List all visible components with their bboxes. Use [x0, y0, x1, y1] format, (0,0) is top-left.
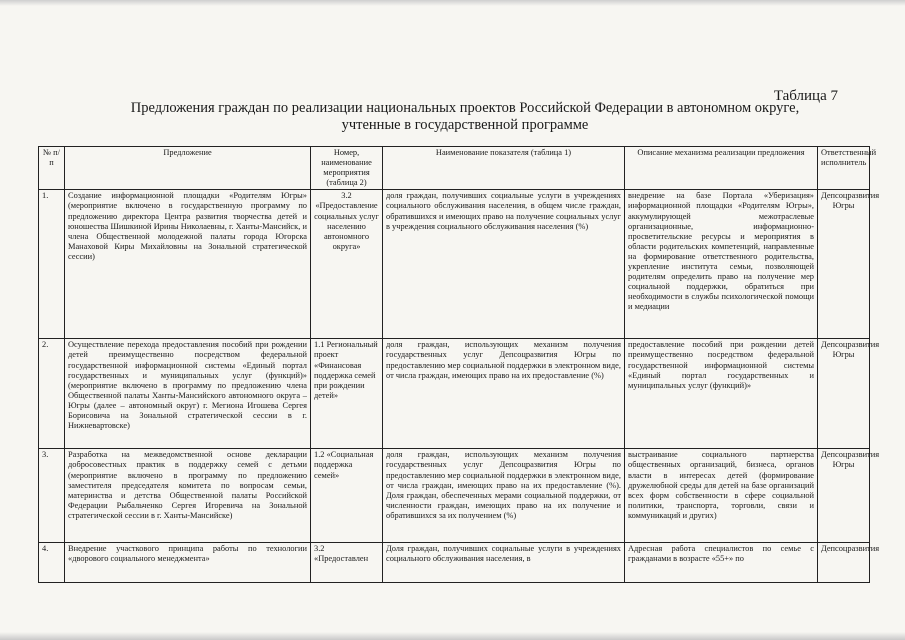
proposal-cell: Осуществление перехода предоставления пособий при рождении детей преимущественно посредством федеральной государственной информационной системы «Единый портал государственных и муниципальных услуг (функций)» (мероприятие включено в программу по предложению члена Общественной палаты Ханты-Мансийского автономного округа – Югры (далее – автономный округ) г. Мегиона Игошева Сергея Борисовича на Зональной стратегической сессии в г. Нижневартовске)	[65, 339, 311, 449]
event-cell: 1.1 Региональный проект «Финансовая поддержка семей при рождении детей»	[311, 339, 383, 449]
row-number: 4.	[39, 543, 65, 583]
event-cell: 3.2 «Предоставлен	[311, 543, 383, 583]
event-cell: 1.2 «Социальная поддержка семей»	[311, 449, 383, 543]
proposal-cell: Внедрение участкового принципа работы по технологии «дворового социального менеджмента»	[65, 543, 311, 583]
mechanism-cell: выстраивание социального партнерства общественных организаций, бизнеса, органов власти в интересах детей (формирование дружелюбной среды для детей на базе организаций всех форм собственности в сфере социальной политики, транспорта, торговли, связи и коммуникаций и других)	[625, 449, 818, 543]
mechanism-cell: внедрение на базе Портала «Уберизация» информационной площадки «Родителям Югры», аккумулирующей межотраслевые организационные, информационно-просветительские ресурсы и мероприятия в области родительских компетенций, направленные на формирование ответственного родительства, укрепление института семьи, позволяющей родителям определить право на получение мер социальной поддержки, обратиться при необходимости в службы психологической помощи и медиации	[625, 190, 818, 339]
document-title	[70, 100, 860, 134]
col-header-number: № п/п	[39, 147, 65, 190]
col-header-executor: Ответственный исполнитель	[818, 147, 870, 190]
row-number: 2.	[39, 339, 65, 449]
col-header-mechanism: Описание механизма реализации предложения	[625, 147, 818, 190]
col-header-proposal: Предложение	[65, 147, 311, 190]
scan-edge-bottom	[0, 632, 905, 640]
row-number: 1.	[39, 190, 65, 339]
table-row	[39, 543, 870, 583]
executor-cell: Депсоцразвития Югры	[818, 339, 870, 449]
event-cell: 3.2 «Предоставление социальных услуг населению автономного округа»	[311, 190, 383, 339]
indicator-cell: Доля граждан, получивших социальные услуги в учреждениях социального обслуживания населения, в	[383, 543, 625, 583]
proposals-table	[38, 146, 880, 583]
table-number: Таблица 7	[773, 88, 838, 104]
scan-edge-top	[0, 0, 905, 6]
executor-cell: Депсоцразвития Югры	[818, 190, 870, 339]
mechanism-cell: Адресная работа специалистов по семье с гражданами в возрасте «55+» по	[625, 543, 818, 583]
indicator-cell: доля граждан, получивших социальные услуги в учреждениях социального обслуживания населения, в общем числе граждан, обратившихся и имеющих право на получение социальных услуг в учреждения социального обслуживания населения (%)	[383, 190, 625, 339]
title-line-1: Предложения граждан по реализации национальных проектов Российской Федерации в автономном округе,	[130, 100, 800, 116]
table-row	[39, 190, 870, 339]
table-row	[39, 339, 870, 449]
mechanism-cell: предоставление пособий при рождении детей преимущественно посредством федеральной государственной информационной системы «Единый портал государственных и муниципальных услуг (функций)»	[625, 339, 818, 449]
row-number: 3.	[39, 449, 65, 543]
indicator-cell: доля граждан, использующих механизм получения государственных услуг Депсоцразвития Югры по предоставлению мер социальной поддержки в электронном виде, от числа граждан, имеющих право на их предоставление (%). Доля граждан, обеспеченных мерами социальной поддержки, от численности граждан, имеющих право на их получение и обратившихся за их получением (%)	[383, 449, 625, 543]
table-row	[39, 449, 870, 543]
executor-cell: Депсоцразвития	[818, 543, 870, 583]
proposal-cell: Создание информационной площадки «Родителям Югры» (мероприятие включено в государственную программу по предложению директора Центра развития творчества детей и юношества Шишкиной Ирины Николаевны, г. Ханты-Мансийск, и члена Общественной молодежной палаты города Югорска Манаховой Киры Михайловны на Зональной стратегической сессии)	[65, 190, 311, 339]
executor-cell: Депсоцразвития Югры	[818, 449, 870, 543]
title-line-2: учтенные в государственной программе	[341, 117, 589, 133]
indicator-cell: доля граждан, использующих механизм получения государственных услуг Депсоцразвития Югры по предоставлению мер социальной поддержки в электронном виде, от числа граждан, имеющих право на их предоставление (%)	[383, 339, 625, 449]
proposal-cell: Разработка на межведомственной основе декларации добросовестных практик в поддержку семей с детьми (мероприятие включено в программу по предложению заместителя председателя комитета по вопросам семьи, материнства и детства Общественной палаты Российской Федерации Рыбальченко Сергея Игоревича на Зональной стратегической сессии в г. Ханты-Мансийске)	[65, 449, 311, 543]
table-header-row	[39, 147, 870, 190]
col-header-event: Номер, наименование мероприятия (таблица 2)	[311, 147, 383, 190]
col-header-indicator: Наименование показателя (таблица 1)	[383, 147, 625, 190]
